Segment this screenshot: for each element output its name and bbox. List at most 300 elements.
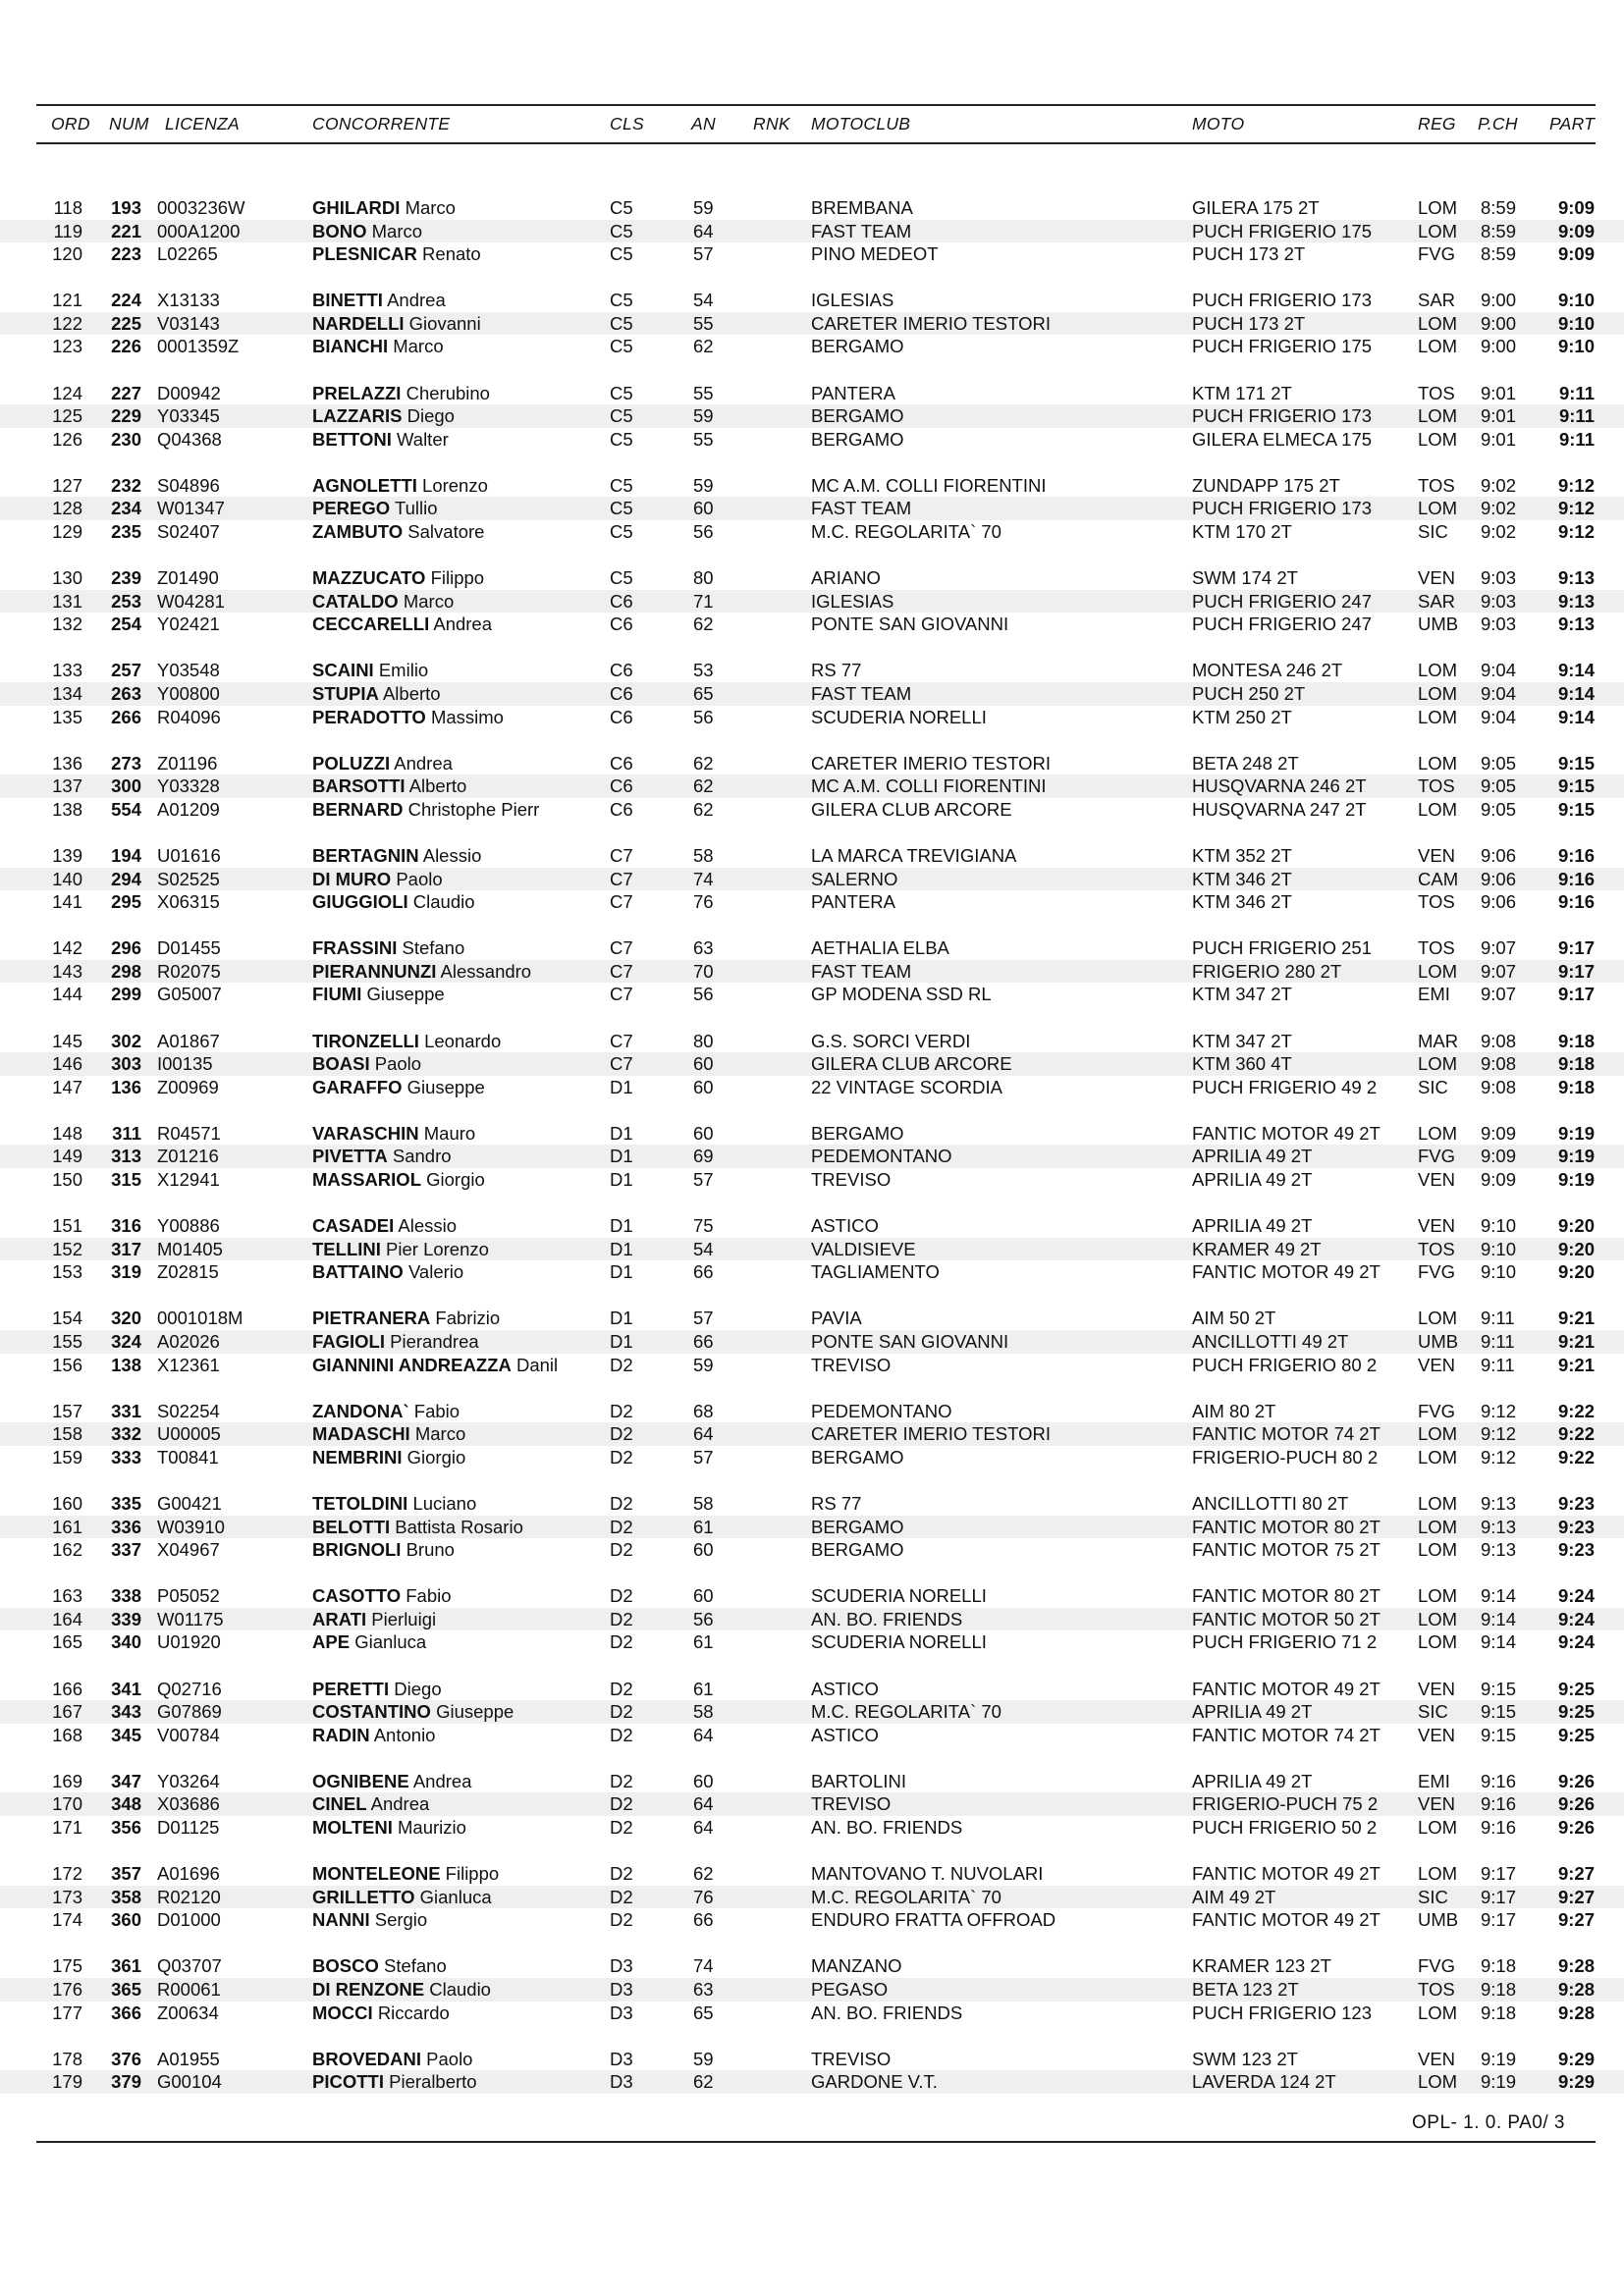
cell-ord: 127 <box>52 474 82 496</box>
cell-num: 337 <box>111 1539 141 1561</box>
row-group <box>0 1584 1624 1654</box>
cell-ord: 164 <box>52 1608 82 1629</box>
cell-surname: GIANNINI ANDREAZZA <box>312 1354 512 1375</box>
cell-firstname: Marco <box>403 590 455 612</box>
row-group <box>0 1678 1624 1747</box>
cell-pch: 9:16 <box>1481 1816 1517 1838</box>
cell-an: 55 <box>693 312 714 334</box>
cell-num: 316 <box>111 1215 141 1237</box>
cell-licenza: R02120 <box>157 1886 221 1907</box>
cell-concorrente <box>312 312 481 336</box>
cell-num: 358 <box>111 1886 141 1907</box>
table-row <box>0 798 1624 822</box>
cell-firstname: Cherubino <box>406 382 490 403</box>
cell-firstname: Filippo <box>430 567 485 589</box>
cell-moto: FANTIC MOTOR 50 2T <box>1192 1608 1380 1629</box>
cell-reg: LOM <box>1418 1423 1458 1445</box>
cell-cls: C5 <box>610 243 633 265</box>
cell-motoclub: BERGAMO <box>811 405 904 427</box>
cell-surname: ZANDONA` <box>312 1400 409 1421</box>
cell-pch: 9:07 <box>1481 984 1517 1005</box>
cell-cls: D2 <box>610 1886 633 1907</box>
cell-concorrente <box>312 1145 452 1168</box>
cell-cls: C6 <box>610 752 633 774</box>
cell-pch: 9:19 <box>1481 2048 1517 2069</box>
table-row <box>0 196 1624 220</box>
cell-licenza: Y03328 <box>157 775 220 797</box>
cell-pch: 9:07 <box>1481 960 1517 982</box>
table-row <box>0 2048 1624 2071</box>
cell-surname: PERETTI <box>312 1678 390 1699</box>
cell-pch: 9:08 <box>1481 1053 1517 1075</box>
cell-cls: C5 <box>610 474 633 496</box>
cell-cls: D3 <box>610 1978 633 2000</box>
cell-motoclub: PONTE SAN GIOVANNI <box>811 614 1009 635</box>
cell-num: 336 <box>111 1516 141 1537</box>
cell-pch: 9:09 <box>1481 1146 1517 1167</box>
cell-moto: PUCH FRIGERIO 173 <box>1192 405 1372 427</box>
table-row <box>0 1862 1624 1886</box>
cell-pch: 9:00 <box>1481 312 1517 334</box>
cell-cls: D2 <box>610 1678 633 1699</box>
cell-concorrente <box>312 497 438 520</box>
table-row <box>0 1354 1624 1377</box>
cell-cls: C5 <box>610 405 633 427</box>
cell-cls: C7 <box>610 1030 633 1051</box>
table-row <box>0 960 1624 984</box>
cell-surname: MONTELEONE <box>312 1863 441 1885</box>
cell-surname: RADIN <box>312 1724 370 1745</box>
cell-reg: VEN <box>1418 1678 1456 1699</box>
cell-concorrente <box>312 1538 455 1562</box>
cell-cls: C5 <box>610 220 633 241</box>
cell-motoclub: PANTERA <box>811 382 896 403</box>
cell-part: 9:23 <box>1557 1539 1595 1561</box>
cell-reg: VEN <box>1418 1793 1456 1815</box>
cell-num: 263 <box>111 683 141 704</box>
cell-surname: PICOTTI <box>312 2071 384 2093</box>
cell-moto: MONTESA 246 2T <box>1192 660 1343 681</box>
cell-firstname: Giorgio <box>426 1169 485 1190</box>
row-group <box>0 382 1624 452</box>
cell-num: 347 <box>111 1770 141 1791</box>
cell-concorrente <box>312 752 453 775</box>
cell-cls: C5 <box>610 498 633 519</box>
cell-ord: 137 <box>52 775 82 797</box>
cell-motoclub: BERGAMO <box>811 428 904 450</box>
cell-pch: 9:03 <box>1481 590 1517 612</box>
cell-an: 75 <box>693 1215 714 1237</box>
cell-num: 348 <box>111 1793 141 1815</box>
table-row <box>0 1908 1624 1932</box>
cell-pch: 9:12 <box>1481 1400 1517 1421</box>
cell-moto: PUCH FRIGERIO 123 <box>1192 2002 1372 2023</box>
cell-an: 66 <box>693 1261 714 1283</box>
cell-part: 9:11 <box>1558 382 1595 403</box>
cell-ord: 170 <box>52 1793 82 1815</box>
cell-licenza: S02407 <box>157 521 220 543</box>
cell-part: 9:14 <box>1557 660 1595 681</box>
cell-pch: 9:03 <box>1481 614 1517 635</box>
cell-moto: PUCH 250 2T <box>1192 683 1306 704</box>
cell-motoclub: GILERA CLUB ARCORE <box>811 798 1012 820</box>
cell-concorrente <box>312 613 492 636</box>
cell-firstname: Pierandrea <box>390 1330 479 1352</box>
cell-an: 53 <box>693 660 714 681</box>
cell-moto: PUCH FRIGERIO 247 <box>1192 614 1372 635</box>
table-row <box>0 1816 1624 1840</box>
cell-part: 9:17 <box>1557 984 1595 1005</box>
cell-pch: 9:11 <box>1481 1330 1515 1352</box>
cell-pch: 9:05 <box>1481 798 1517 820</box>
cell-an: 64 <box>693 1793 714 1815</box>
table-row <box>0 520 1624 544</box>
cell-motoclub: BREMBANA <box>811 197 913 218</box>
cell-concorrente <box>312 1076 485 1099</box>
cell-num: 302 <box>111 1030 141 1051</box>
cell-pch: 9:02 <box>1481 521 1517 543</box>
cell-surname: FRASSINI <box>312 937 398 959</box>
cell-num: 376 <box>111 2048 141 2069</box>
cell-motoclub: PAVIA <box>811 1308 862 1329</box>
cell-an: 64 <box>693 1816 714 1838</box>
cell-firstname: Fabrizio <box>435 1308 501 1329</box>
cell-an: 57 <box>693 1308 714 1329</box>
cell-part: 9:20 <box>1557 1238 1595 1259</box>
cell-pch: 9:08 <box>1481 1076 1517 1097</box>
cell-an: 70 <box>693 960 714 982</box>
cell-licenza: Q02716 <box>157 1678 222 1699</box>
cell-reg: VEN <box>1418 567 1456 589</box>
cell-motoclub: PEDEMONTANO <box>811 1400 952 1421</box>
cell-licenza: G05007 <box>157 984 222 1005</box>
cell-motoclub: ASTICO <box>811 1724 879 1745</box>
cell-concorrente <box>312 1978 491 2002</box>
cell-cls: D3 <box>610 2071 633 2093</box>
cell-moto: KRAMER 123 2T <box>1192 1955 1331 1977</box>
cell-concorrente <box>312 1400 460 1423</box>
cell-cls: D1 <box>610 1122 633 1144</box>
cell-cls: C7 <box>610 984 633 1005</box>
cell-num: 324 <box>111 1330 141 1352</box>
cell-part: 9:22 <box>1557 1400 1595 1421</box>
table-row <box>0 1584 1624 1608</box>
cell-motoclub: FAST TEAM <box>811 498 912 519</box>
cell-motoclub: PEGASO <box>811 1978 889 2000</box>
cell-pch: 9:05 <box>1481 752 1517 774</box>
cell-motoclub: BERGAMO <box>811 1516 904 1537</box>
cell-surname: AGNOLETTI <box>312 474 417 496</box>
cell-concorrente <box>312 1608 436 1631</box>
cell-num: 338 <box>111 1585 141 1607</box>
cell-cls: D2 <box>610 1770 633 1791</box>
cell-part: 9:15 <box>1557 752 1595 774</box>
cell-motoclub: TREVISO <box>811 1354 892 1375</box>
cell-pch: 9:10 <box>1481 1261 1517 1283</box>
cell-ord: 159 <box>52 1446 82 1468</box>
top-rule <box>36 104 1596 106</box>
cell-an: 57 <box>693 1446 714 1468</box>
cell-pch: 9:00 <box>1481 290 1517 311</box>
cell-pch: 9:12 <box>1481 1446 1517 1468</box>
cell-reg: LOM <box>1418 2071 1458 2093</box>
cell-moto: FANTIC MOTOR 74 2T <box>1192 1423 1380 1445</box>
cell-concorrente <box>312 936 464 960</box>
cell-motoclub: GARDONE V.T. <box>811 2071 938 2093</box>
cell-motoclub: FAST TEAM <box>811 960 912 982</box>
cell-surname: MAZZUCATO <box>312 567 426 589</box>
cell-cls: D1 <box>610 1215 633 1237</box>
cell-cls: D1 <box>610 1330 633 1352</box>
cell-num: 361 <box>111 1955 141 1977</box>
cell-an: 64 <box>693 1724 714 1745</box>
cell-licenza: A01867 <box>157 1030 220 1051</box>
cell-reg: UMB <box>1418 1909 1459 1931</box>
cell-licenza: A02026 <box>157 1330 220 1352</box>
cell-cls: D1 <box>610 1146 633 1167</box>
cell-pch: 9:00 <box>1481 336 1517 357</box>
cell-pch: 9:01 <box>1481 405 1517 427</box>
table-row <box>0 1238 1624 1261</box>
cell-surname: BATTAINO <box>312 1261 404 1283</box>
cell-cls: C7 <box>610 868 633 889</box>
cell-ord: 168 <box>52 1724 82 1745</box>
cell-concorrente <box>312 798 539 822</box>
cell-moto: KTM 171 2T <box>1192 382 1292 403</box>
start-list <box>0 196 1624 2116</box>
table-row <box>0 936 1624 960</box>
cell-pch: 9:10 <box>1481 1215 1517 1237</box>
cell-cls: D1 <box>610 1261 633 1283</box>
cell-reg: FVG <box>1418 1146 1456 1167</box>
cell-part: 9:11 <box>1558 405 1595 427</box>
cell-motoclub: AN. BO. FRIENDS <box>811 2002 963 2023</box>
cell-firstname: Andrea <box>412 1770 472 1791</box>
cell-an: 60 <box>693 1076 714 1097</box>
cell-firstname: Fabio <box>406 1585 452 1607</box>
cell-concorrente <box>312 1630 426 1654</box>
cell-cls: C7 <box>610 891 633 913</box>
cell-moto: FANTIC MOTOR 80 2T <box>1192 1516 1380 1537</box>
cell-concorrente <box>312 196 456 220</box>
cell-part: 9:15 <box>1557 775 1595 797</box>
cell-licenza: S02254 <box>157 1400 220 1421</box>
table-row <box>0 1538 1624 1562</box>
cell-firstname: Danil <box>515 1354 559 1375</box>
cell-an: 60 <box>693 498 714 519</box>
cell-ord: 154 <box>52 1308 82 1329</box>
cell-moto: APRILIA 49 2T <box>1192 1146 1313 1167</box>
cell-part: 9:23 <box>1557 1516 1595 1537</box>
cell-ord: 133 <box>52 660 82 681</box>
cell-cls: D1 <box>610 1308 633 1329</box>
cell-ord: 146 <box>52 1053 82 1075</box>
cell-concorrente <box>312 844 481 868</box>
cell-pch: 9:09 <box>1481 1169 1517 1190</box>
cell-firstname: Marco <box>393 336 444 357</box>
table-row <box>0 1145 1624 1168</box>
cell-motoclub: BERGAMO <box>811 1446 904 1468</box>
table-row <box>0 659 1624 682</box>
cell-part: 9:28 <box>1557 2002 1595 2023</box>
cell-an: 59 <box>693 405 714 427</box>
cell-moto: KTM 346 2T <box>1192 891 1292 913</box>
cell-ord: 174 <box>52 1909 82 1931</box>
cell-ord: 147 <box>52 1076 82 1097</box>
cell-licenza: M01405 <box>157 1238 223 1259</box>
row-group <box>0 659 1624 728</box>
cell-ord: 144 <box>52 984 82 1005</box>
cell-concorrente <box>312 1724 435 1747</box>
cell-cls: D2 <box>610 1539 633 1561</box>
cell-num: 273 <box>111 752 141 774</box>
cell-moto: FANTIC MOTOR 49 2T <box>1192 1261 1380 1283</box>
cell-cls: D3 <box>610 1955 633 1977</box>
cell-firstname: Alessio <box>398 1215 458 1237</box>
cell-an: 60 <box>693 1585 714 1607</box>
col-ord: ORD <box>51 114 90 133</box>
cell-licenza: G00421 <box>157 1492 222 1514</box>
table-row <box>0 1400 1624 1423</box>
cell-motoclub: BARTOLINI <box>811 1770 906 1791</box>
cell-moto: HUSQVARNA 247 2T <box>1192 798 1367 820</box>
cell-num: 254 <box>111 614 141 635</box>
cell-an: 76 <box>693 1886 714 1907</box>
cell-num: 357 <box>111 1863 141 1885</box>
cell-an: 56 <box>693 984 714 1005</box>
table-row <box>0 1678 1624 1701</box>
cell-pch: 9:11 <box>1481 1354 1515 1375</box>
cell-num: 333 <box>111 1446 141 1468</box>
cell-ord: 132 <box>52 614 82 635</box>
cell-concorrente <box>312 1678 442 1701</box>
cell-ord: 126 <box>52 428 82 450</box>
cell-motoclub: ASTICO <box>811 1678 879 1699</box>
cell-moto: FANTIC MOTOR 49 2T <box>1192 1863 1380 1885</box>
cell-motoclub: VALDISIEVE <box>811 1238 916 1259</box>
cell-reg: LOM <box>1418 960 1458 982</box>
cell-an: 58 <box>693 1492 714 1514</box>
cell-licenza: X06315 <box>157 891 220 913</box>
cell-part: 9:20 <box>1557 1261 1595 1283</box>
cell-part: 9:15 <box>1557 798 1595 820</box>
table-row <box>0 1330 1624 1354</box>
table-header <box>0 114 1624 137</box>
cell-motoclub: G.S. SORCI VERDI <box>811 1030 971 1051</box>
cell-an: 68 <box>693 1400 714 1421</box>
cell-an: 71 <box>693 590 714 612</box>
cell-reg: SIC <box>1418 521 1448 543</box>
cell-licenza: X12941 <box>157 1169 220 1190</box>
cell-part: 9:19 <box>1557 1146 1595 1167</box>
cell-motoclub: TAGLIAMENTO <box>811 1261 940 1283</box>
cell-licenza: X13133 <box>157 290 220 311</box>
cell-an: 55 <box>693 382 714 403</box>
cell-licenza: R04096 <box>157 706 221 727</box>
cell-pch: 9:19 <box>1481 2071 1517 2093</box>
cell-ord: 178 <box>52 2048 82 2069</box>
cell-an: 76 <box>693 891 714 913</box>
cell-motoclub: MANZANO <box>811 1955 902 1977</box>
cell-ord: 142 <box>52 937 82 959</box>
cell-part: 9:18 <box>1557 1076 1595 1097</box>
cell-ord: 135 <box>52 706 82 727</box>
cell-pch: 9:06 <box>1481 868 1517 889</box>
cell-firstname: Fabio <box>413 1400 460 1421</box>
cell-licenza: W03910 <box>157 1516 225 1537</box>
table-row <box>0 1214 1624 1238</box>
cell-num: 300 <box>111 775 141 797</box>
cell-an: 65 <box>693 2002 714 2023</box>
col-pch: P.CH <box>1478 114 1518 133</box>
cell-motoclub: RS 77 <box>811 660 862 681</box>
cell-an: 59 <box>693 474 714 496</box>
cell-firstname: Salvatore <box>407 521 485 543</box>
table-row <box>0 1630 1624 1654</box>
cell-an: 64 <box>693 220 714 241</box>
cell-reg: VEN <box>1418 1215 1456 1237</box>
cell-part: 9:25 <box>1557 1701 1595 1723</box>
cell-firstname: Giuseppe <box>406 1076 485 1097</box>
cell-firstname: Leonardo <box>424 1030 502 1051</box>
cell-reg: LOM <box>1418 2002 1458 2023</box>
cell-moto: APRILIA 49 2T <box>1192 1770 1313 1791</box>
col-licenza: LICENZA <box>165 114 241 133</box>
cell-an: 80 <box>693 567 714 589</box>
row-group <box>0 2048 1624 2094</box>
cell-surname: MOCCI <box>312 2002 373 2023</box>
cell-firstname: Marco <box>405 197 456 218</box>
table-row <box>0 868 1624 891</box>
cell-ord: 179 <box>52 2071 82 2093</box>
cell-reg: LOM <box>1418 1816 1458 1838</box>
cell-cls: C6 <box>610 798 633 820</box>
cell-motoclub: FAST TEAM <box>811 220 912 241</box>
cell-an: 54 <box>693 290 714 311</box>
cell-ord: 140 <box>52 868 82 889</box>
cell-concorrente <box>312 242 481 266</box>
cell-reg: LOM <box>1418 1122 1458 1144</box>
cell-licenza: G00104 <box>157 2071 222 2093</box>
cell-an: 62 <box>693 1863 714 1885</box>
cell-pch: 9:11 <box>1481 1308 1515 1329</box>
cell-firstname: Gianluca <box>354 1631 427 1653</box>
cell-an: 57 <box>693 243 714 265</box>
row-group <box>0 1862 1624 1932</box>
cell-licenza: D01455 <box>157 937 221 959</box>
cell-surname: OGNIBENE <box>312 1770 409 1791</box>
table-row <box>0 497 1624 520</box>
cell-licenza: V00784 <box>157 1724 220 1745</box>
cell-firstname: Giorgio <box>406 1446 466 1468</box>
cell-reg: LOM <box>1418 752 1458 774</box>
cell-reg: TOS <box>1418 775 1455 797</box>
cell-motoclub: ARIANO <box>811 567 881 589</box>
cell-an: 59 <box>693 2048 714 2069</box>
cell-an: 63 <box>693 937 714 959</box>
cell-moto: KTM 250 2T <box>1192 706 1292 727</box>
table-row <box>0 1030 1624 1053</box>
cell-concorrente <box>312 1770 471 1793</box>
table-row <box>0 1307 1624 1330</box>
cell-surname: PIERANNUNZI <box>312 960 437 982</box>
cell-part: 9:22 <box>1557 1446 1595 1468</box>
cell-num: 295 <box>111 891 141 913</box>
table-row <box>0 2070 1624 2094</box>
cell-licenza: S04896 <box>157 474 220 496</box>
cell-moto: FRIGERIO 280 2T <box>1192 960 1342 982</box>
table-row <box>0 1770 1624 1793</box>
